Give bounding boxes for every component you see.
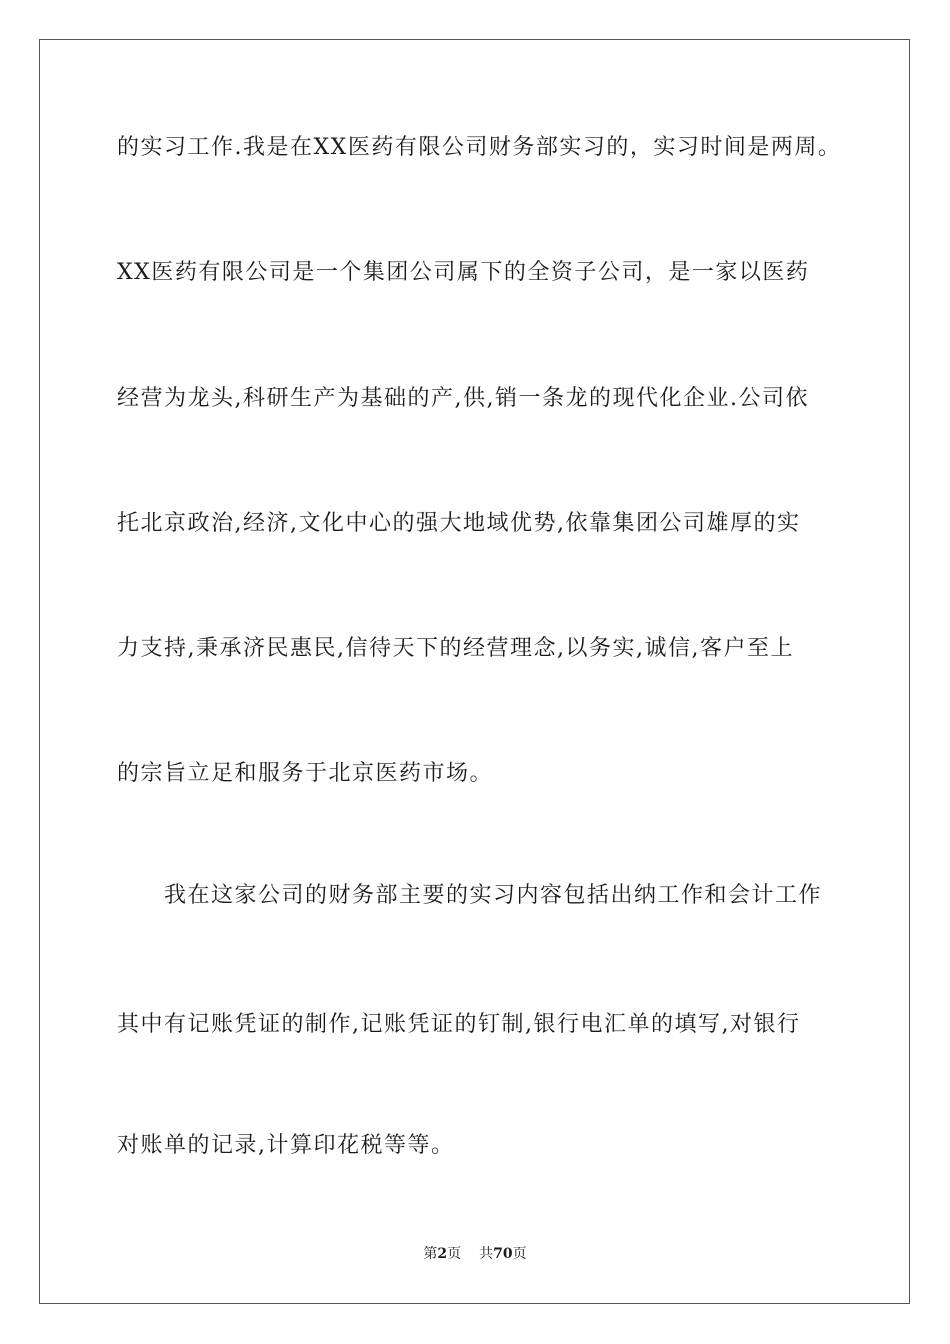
footer-total-suffix: 页 [512, 1246, 527, 1262]
text-line: XX医药有限公司是一个集团公司属下的全资子公司，是一家以医药 [117, 260, 810, 285]
text-line: 对账单的记录,计算印花税等等。 [117, 1133, 455, 1158]
text-line: 其中有记账凭证的制作,记账凭证的钉制,银行电汇单的填写,对银行 [117, 1012, 801, 1037]
footer-page-number: 2 [437, 1246, 448, 1262]
text-line: 的实习工作.我是在XX医药有限公司财务部实习的，实习时间是两周。 [117, 135, 842, 160]
text-line: 托北京政治,经济,文化中心的强大地域优势,依靠集团公司雄厚的实 [117, 511, 801, 536]
footer-total-pages: 70 [493, 1246, 513, 1262]
text-line: 力支持,秉承济民惠民,信待天下的经营理念,以务实,诚信,客户至上 [117, 636, 794, 661]
page-border [39, 39, 910, 1304]
text-line: 的宗旨立足和服务于北京医药市场。 [117, 761, 494, 786]
footer-total-prefix: 共 [479, 1246, 494, 1262]
footer-page-suffix: 页 [447, 1246, 462, 1262]
footer-page-prefix: 第 [423, 1246, 438, 1262]
page-footer [0, 1245, 950, 1263]
text-line: 经营为龙头,科研生产为基础的产,供,销一条龙的现代化企业.公司依 [117, 386, 809, 411]
paragraph-first-line: 我在这家公司的财务部主要的实习内容包括出纳工作和会计工作 [117, 883, 823, 908]
